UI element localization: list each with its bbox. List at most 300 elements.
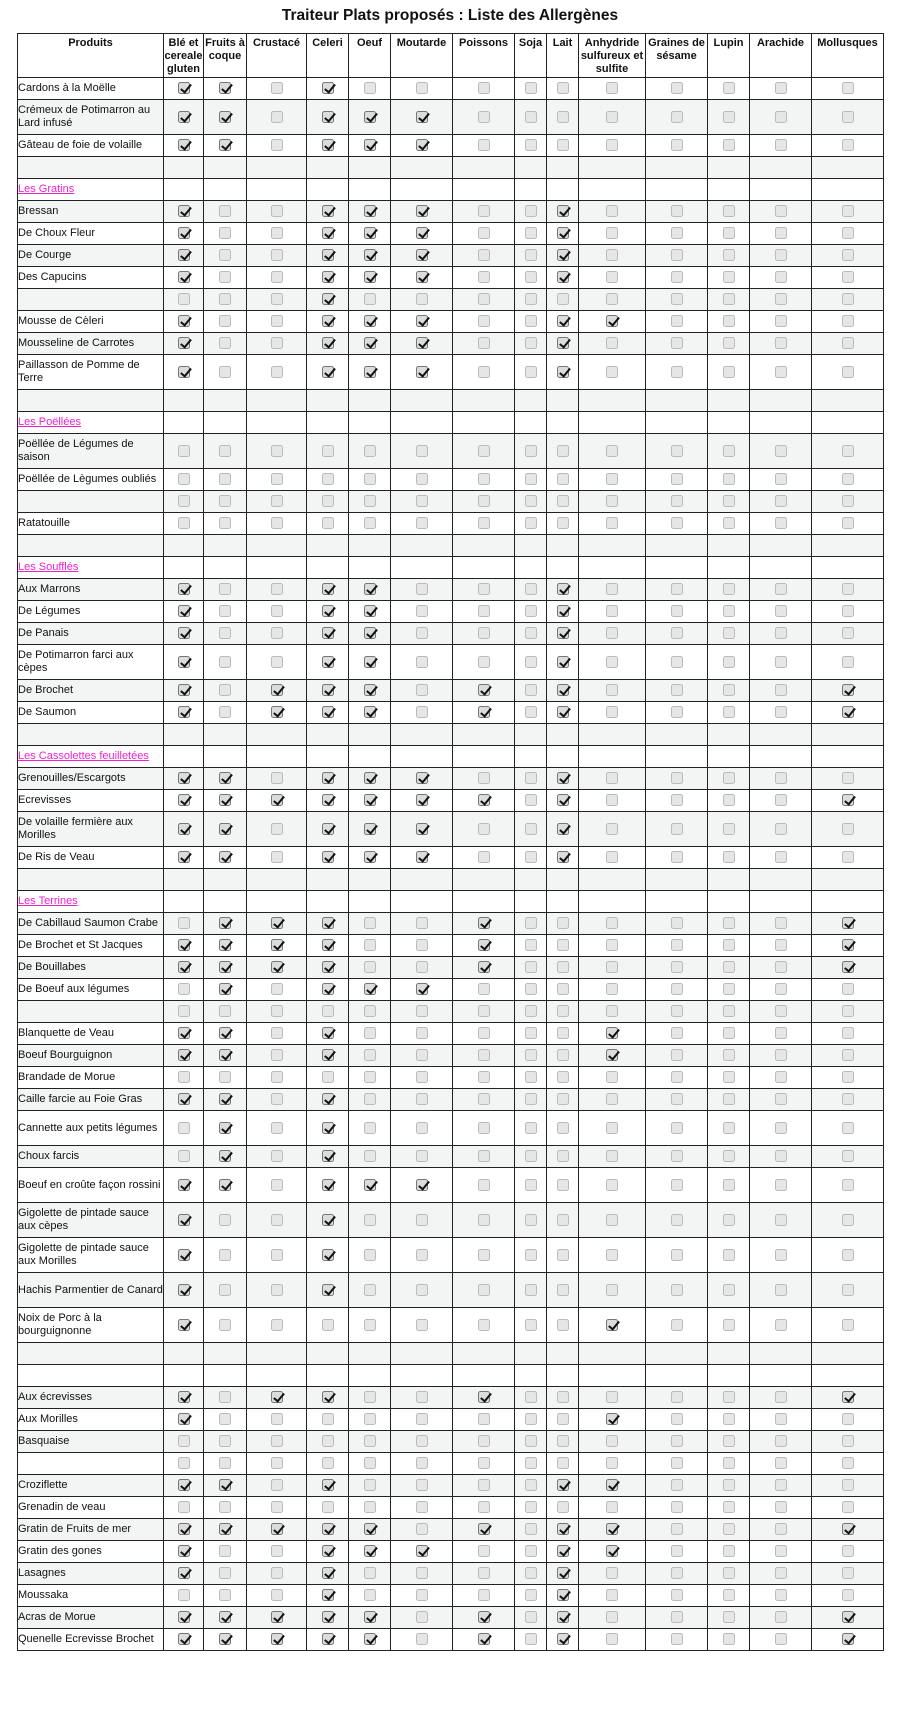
- unchecked-checkbox-icon[interactable]: [723, 917, 735, 929]
- unchecked-checkbox-icon[interactable]: [416, 656, 428, 668]
- unchecked-checkbox-icon[interactable]: [271, 823, 283, 835]
- unchecked-checkbox-icon[interactable]: [525, 1179, 537, 1191]
- unchecked-checkbox-icon[interactable]: [178, 517, 190, 529]
- checked-checkbox-icon[interactable]: [322, 772, 334, 784]
- unchecked-checkbox-icon[interactable]: [322, 1071, 334, 1083]
- unchecked-checkbox-icon[interactable]: [178, 1122, 190, 1134]
- unchecked-checkbox-icon[interactable]: [525, 205, 537, 217]
- unchecked-checkbox-icon[interactable]: [671, 772, 683, 784]
- unchecked-checkbox-icon[interactable]: [478, 366, 490, 378]
- unchecked-checkbox-icon[interactable]: [671, 337, 683, 349]
- unchecked-checkbox-icon[interactable]: [478, 111, 490, 123]
- unchecked-checkbox-icon[interactable]: [671, 1391, 683, 1403]
- unchecked-checkbox-icon[interactable]: [775, 917, 787, 929]
- checked-checkbox-icon[interactable]: [219, 983, 231, 995]
- unchecked-checkbox-icon[interactable]: [219, 337, 231, 349]
- unchecked-checkbox-icon[interactable]: [525, 1611, 537, 1623]
- unchecked-checkbox-icon[interactable]: [525, 315, 537, 327]
- unchecked-checkbox-icon[interactable]: [364, 1027, 376, 1039]
- checked-checkbox-icon[interactable]: [219, 823, 231, 835]
- unchecked-checkbox-icon[interactable]: [525, 1319, 537, 1331]
- unchecked-checkbox-icon[interactable]: [364, 1567, 376, 1579]
- unchecked-checkbox-icon[interactable]: [364, 1435, 376, 1447]
- unchecked-checkbox-icon[interactable]: [557, 983, 569, 995]
- checked-checkbox-icon[interactable]: [416, 772, 428, 784]
- unchecked-checkbox-icon[interactable]: [775, 205, 787, 217]
- checked-checkbox-icon[interactable]: [478, 794, 490, 806]
- checked-checkbox-icon[interactable]: [416, 366, 428, 378]
- checked-checkbox-icon[interactable]: [416, 794, 428, 806]
- unchecked-checkbox-icon[interactable]: [478, 139, 490, 151]
- checked-checkbox-icon[interactable]: [178, 111, 190, 123]
- unchecked-checkbox-icon[interactable]: [606, 227, 618, 239]
- unchecked-checkbox-icon[interactable]: [842, 1179, 854, 1191]
- checked-checkbox-icon[interactable]: [557, 271, 569, 283]
- unchecked-checkbox-icon[interactable]: [723, 939, 735, 951]
- unchecked-checkbox-icon[interactable]: [775, 517, 787, 529]
- unchecked-checkbox-icon[interactable]: [525, 337, 537, 349]
- unchecked-checkbox-icon[interactable]: [775, 1005, 787, 1017]
- unchecked-checkbox-icon[interactable]: [671, 1284, 683, 1296]
- unchecked-checkbox-icon[interactable]: [842, 1413, 854, 1425]
- unchecked-checkbox-icon[interactable]: [723, 249, 735, 261]
- unchecked-checkbox-icon[interactable]: [478, 1501, 490, 1513]
- unchecked-checkbox-icon[interactable]: [525, 1391, 537, 1403]
- unchecked-checkbox-icon[interactable]: [606, 445, 618, 457]
- unchecked-checkbox-icon[interactable]: [671, 1027, 683, 1039]
- unchecked-checkbox-icon[interactable]: [271, 1214, 283, 1226]
- unchecked-checkbox-icon[interactable]: [775, 337, 787, 349]
- unchecked-checkbox-icon[interactable]: [416, 1005, 428, 1017]
- unchecked-checkbox-icon[interactable]: [842, 205, 854, 217]
- unchecked-checkbox-icon[interactable]: [671, 111, 683, 123]
- checked-checkbox-icon[interactable]: [178, 205, 190, 217]
- unchecked-checkbox-icon[interactable]: [219, 445, 231, 457]
- checked-checkbox-icon[interactable]: [178, 1214, 190, 1226]
- checked-checkbox-icon[interactable]: [219, 1179, 231, 1191]
- checked-checkbox-icon[interactable]: [219, 961, 231, 973]
- unchecked-checkbox-icon[interactable]: [178, 445, 190, 457]
- unchecked-checkbox-icon[interactable]: [606, 1633, 618, 1645]
- unchecked-checkbox-icon[interactable]: [723, 961, 735, 973]
- unchecked-checkbox-icon[interactable]: [416, 706, 428, 718]
- unchecked-checkbox-icon[interactable]: [671, 851, 683, 863]
- unchecked-checkbox-icon[interactable]: [557, 1284, 569, 1296]
- unchecked-checkbox-icon[interactable]: [557, 1150, 569, 1162]
- unchecked-checkbox-icon[interactable]: [178, 1589, 190, 1601]
- unchecked-checkbox-icon[interactable]: [842, 473, 854, 485]
- checked-checkbox-icon[interactable]: [478, 961, 490, 973]
- unchecked-checkbox-icon[interactable]: [842, 1093, 854, 1105]
- unchecked-checkbox-icon[interactable]: [842, 772, 854, 784]
- unchecked-checkbox-icon[interactable]: [775, 82, 787, 94]
- unchecked-checkbox-icon[interactable]: [723, 1523, 735, 1535]
- unchecked-checkbox-icon[interactable]: [178, 293, 190, 305]
- checked-checkbox-icon[interactable]: [178, 961, 190, 973]
- unchecked-checkbox-icon[interactable]: [557, 1435, 569, 1447]
- unchecked-checkbox-icon[interactable]: [271, 1027, 283, 1039]
- checked-checkbox-icon[interactable]: [364, 605, 376, 617]
- checked-checkbox-icon[interactable]: [322, 794, 334, 806]
- unchecked-checkbox-icon[interactable]: [416, 495, 428, 507]
- unchecked-checkbox-icon[interactable]: [606, 794, 618, 806]
- checked-checkbox-icon[interactable]: [478, 1391, 490, 1403]
- checked-checkbox-icon[interactable]: [416, 139, 428, 151]
- unchecked-checkbox-icon[interactable]: [525, 917, 537, 929]
- unchecked-checkbox-icon[interactable]: [723, 337, 735, 349]
- unchecked-checkbox-icon[interactable]: [322, 1413, 334, 1425]
- checked-checkbox-icon[interactable]: [557, 205, 569, 217]
- unchecked-checkbox-icon[interactable]: [271, 605, 283, 617]
- checked-checkbox-icon[interactable]: [322, 1479, 334, 1491]
- unchecked-checkbox-icon[interactable]: [775, 1249, 787, 1261]
- unchecked-checkbox-icon[interactable]: [671, 1567, 683, 1579]
- checked-checkbox-icon[interactable]: [416, 337, 428, 349]
- unchecked-checkbox-icon[interactable]: [775, 772, 787, 784]
- unchecked-checkbox-icon[interactable]: [478, 1005, 490, 1017]
- checked-checkbox-icon[interactable]: [606, 1049, 618, 1061]
- checked-checkbox-icon[interactable]: [178, 1479, 190, 1491]
- unchecked-checkbox-icon[interactable]: [775, 445, 787, 457]
- checked-checkbox-icon[interactable]: [364, 794, 376, 806]
- checked-checkbox-icon[interactable]: [478, 684, 490, 696]
- unchecked-checkbox-icon[interactable]: [478, 495, 490, 507]
- unchecked-checkbox-icon[interactable]: [671, 139, 683, 151]
- unchecked-checkbox-icon[interactable]: [478, 656, 490, 668]
- unchecked-checkbox-icon[interactable]: [219, 1413, 231, 1425]
- checked-checkbox-icon[interactable]: [416, 315, 428, 327]
- unchecked-checkbox-icon[interactable]: [723, 823, 735, 835]
- unchecked-checkbox-icon[interactable]: [416, 1249, 428, 1261]
- unchecked-checkbox-icon[interactable]: [525, 794, 537, 806]
- checked-checkbox-icon[interactable]: [606, 1319, 618, 1331]
- unchecked-checkbox-icon[interactable]: [525, 111, 537, 123]
- unchecked-checkbox-icon[interactable]: [723, 627, 735, 639]
- checked-checkbox-icon[interactable]: [178, 851, 190, 863]
- unchecked-checkbox-icon[interactable]: [416, 1479, 428, 1491]
- unchecked-checkbox-icon[interactable]: [364, 1214, 376, 1226]
- unchecked-checkbox-icon[interactable]: [723, 1049, 735, 1061]
- unchecked-checkbox-icon[interactable]: [606, 1249, 618, 1261]
- unchecked-checkbox-icon[interactable]: [723, 315, 735, 327]
- unchecked-checkbox-icon[interactable]: [775, 1567, 787, 1579]
- unchecked-checkbox-icon[interactable]: [525, 517, 537, 529]
- unchecked-checkbox-icon[interactable]: [842, 627, 854, 639]
- checked-checkbox-icon[interactable]: [416, 111, 428, 123]
- unchecked-checkbox-icon[interactable]: [416, 1027, 428, 1039]
- checked-checkbox-icon[interactable]: [178, 271, 190, 283]
- checked-checkbox-icon[interactable]: [557, 706, 569, 718]
- unchecked-checkbox-icon[interactable]: [842, 445, 854, 457]
- unchecked-checkbox-icon[interactable]: [671, 517, 683, 529]
- checked-checkbox-icon[interactable]: [322, 917, 334, 929]
- checked-checkbox-icon[interactable]: [364, 823, 376, 835]
- unchecked-checkbox-icon[interactable]: [671, 1413, 683, 1425]
- unchecked-checkbox-icon[interactable]: [775, 1435, 787, 1447]
- unchecked-checkbox-icon[interactable]: [525, 605, 537, 617]
- unchecked-checkbox-icon[interactable]: [775, 139, 787, 151]
- checked-checkbox-icon[interactable]: [219, 939, 231, 951]
- unchecked-checkbox-icon[interactable]: [525, 1479, 537, 1491]
- checked-checkbox-icon[interactable]: [271, 917, 283, 929]
- checked-checkbox-icon[interactable]: [478, 917, 490, 929]
- unchecked-checkbox-icon[interactable]: [557, 1122, 569, 1134]
- checked-checkbox-icon[interactable]: [322, 583, 334, 595]
- unchecked-checkbox-icon[interactable]: [723, 82, 735, 94]
- unchecked-checkbox-icon[interactable]: [671, 1049, 683, 1061]
- unchecked-checkbox-icon[interactable]: [271, 1545, 283, 1557]
- unchecked-checkbox-icon[interactable]: [271, 1413, 283, 1425]
- unchecked-checkbox-icon[interactable]: [606, 293, 618, 305]
- unchecked-checkbox-icon[interactable]: [775, 823, 787, 835]
- unchecked-checkbox-icon[interactable]: [525, 706, 537, 718]
- unchecked-checkbox-icon[interactable]: [178, 917, 190, 929]
- checked-checkbox-icon[interactable]: [271, 794, 283, 806]
- unchecked-checkbox-icon[interactable]: [775, 111, 787, 123]
- checked-checkbox-icon[interactable]: [364, 139, 376, 151]
- unchecked-checkbox-icon[interactable]: [723, 1567, 735, 1579]
- unchecked-checkbox-icon[interactable]: [557, 939, 569, 951]
- unchecked-checkbox-icon[interactable]: [723, 1589, 735, 1601]
- checked-checkbox-icon[interactable]: [322, 1214, 334, 1226]
- checked-checkbox-icon[interactable]: [606, 1523, 618, 1535]
- unchecked-checkbox-icon[interactable]: [525, 271, 537, 283]
- checked-checkbox-icon[interactable]: [416, 271, 428, 283]
- checked-checkbox-icon[interactable]: [606, 1027, 618, 1039]
- unchecked-checkbox-icon[interactable]: [219, 583, 231, 595]
- unchecked-checkbox-icon[interactable]: [606, 473, 618, 485]
- unchecked-checkbox-icon[interactable]: [723, 794, 735, 806]
- checked-checkbox-icon[interactable]: [178, 823, 190, 835]
- unchecked-checkbox-icon[interactable]: [775, 1027, 787, 1039]
- checked-checkbox-icon[interactable]: [322, 1027, 334, 1039]
- unchecked-checkbox-icon[interactable]: [775, 1179, 787, 1191]
- unchecked-checkbox-icon[interactable]: [271, 205, 283, 217]
- unchecked-checkbox-icon[interactable]: [557, 917, 569, 929]
- unchecked-checkbox-icon[interactable]: [606, 851, 618, 863]
- checked-checkbox-icon[interactable]: [364, 1179, 376, 1191]
- unchecked-checkbox-icon[interactable]: [525, 1122, 537, 1134]
- unchecked-checkbox-icon[interactable]: [416, 605, 428, 617]
- checked-checkbox-icon[interactable]: [178, 939, 190, 951]
- unchecked-checkbox-icon[interactable]: [775, 1319, 787, 1331]
- unchecked-checkbox-icon[interactable]: [364, 1122, 376, 1134]
- unchecked-checkbox-icon[interactable]: [525, 627, 537, 639]
- checked-checkbox-icon[interactable]: [364, 983, 376, 995]
- unchecked-checkbox-icon[interactable]: [842, 1567, 854, 1579]
- checked-checkbox-icon[interactable]: [322, 851, 334, 863]
- unchecked-checkbox-icon[interactable]: [842, 271, 854, 283]
- unchecked-checkbox-icon[interactable]: [478, 1413, 490, 1425]
- unchecked-checkbox-icon[interactable]: [525, 656, 537, 668]
- unchecked-checkbox-icon[interactable]: [219, 1435, 231, 1447]
- unchecked-checkbox-icon[interactable]: [525, 1284, 537, 1296]
- unchecked-checkbox-icon[interactable]: [322, 1319, 334, 1331]
- checked-checkbox-icon[interactable]: [219, 139, 231, 151]
- checked-checkbox-icon[interactable]: [219, 1122, 231, 1134]
- unchecked-checkbox-icon[interactable]: [842, 249, 854, 261]
- checked-checkbox-icon[interactable]: [322, 227, 334, 239]
- unchecked-checkbox-icon[interactable]: [775, 1122, 787, 1134]
- checked-checkbox-icon[interactable]: [322, 1179, 334, 1191]
- unchecked-checkbox-icon[interactable]: [723, 1150, 735, 1162]
- unchecked-checkbox-icon[interactable]: [478, 315, 490, 327]
- unchecked-checkbox-icon[interactable]: [219, 1567, 231, 1579]
- unchecked-checkbox-icon[interactable]: [219, 1589, 231, 1601]
- unchecked-checkbox-icon[interactable]: [606, 1179, 618, 1191]
- checked-checkbox-icon[interactable]: [364, 111, 376, 123]
- checked-checkbox-icon[interactable]: [557, 249, 569, 261]
- unchecked-checkbox-icon[interactable]: [219, 605, 231, 617]
- unchecked-checkbox-icon[interactable]: [478, 1457, 490, 1469]
- unchecked-checkbox-icon[interactable]: [671, 315, 683, 327]
- unchecked-checkbox-icon[interactable]: [842, 227, 854, 239]
- unchecked-checkbox-icon[interactable]: [671, 205, 683, 217]
- unchecked-checkbox-icon[interactable]: [478, 1567, 490, 1579]
- unchecked-checkbox-icon[interactable]: [525, 1150, 537, 1162]
- unchecked-checkbox-icon[interactable]: [478, 205, 490, 217]
- unchecked-checkbox-icon[interactable]: [606, 366, 618, 378]
- unchecked-checkbox-icon[interactable]: [671, 1005, 683, 1017]
- unchecked-checkbox-icon[interactable]: [525, 1545, 537, 1557]
- checked-checkbox-icon[interactable]: [219, 851, 231, 863]
- unchecked-checkbox-icon[interactable]: [842, 1049, 854, 1061]
- unchecked-checkbox-icon[interactable]: [478, 1179, 490, 1191]
- unchecked-checkbox-icon[interactable]: [723, 1214, 735, 1226]
- unchecked-checkbox-icon[interactable]: [364, 1150, 376, 1162]
- unchecked-checkbox-icon[interactable]: [775, 473, 787, 485]
- checked-checkbox-icon[interactable]: [271, 939, 283, 951]
- unchecked-checkbox-icon[interactable]: [322, 1501, 334, 1513]
- checked-checkbox-icon[interactable]: [322, 961, 334, 973]
- checked-checkbox-icon[interactable]: [364, 684, 376, 696]
- unchecked-checkbox-icon[interactable]: [606, 1093, 618, 1105]
- unchecked-checkbox-icon[interactable]: [178, 1501, 190, 1513]
- checked-checkbox-icon[interactable]: [322, 1049, 334, 1061]
- unchecked-checkbox-icon[interactable]: [723, 851, 735, 863]
- unchecked-checkbox-icon[interactable]: [271, 627, 283, 639]
- checked-checkbox-icon[interactable]: [842, 1523, 854, 1535]
- unchecked-checkbox-icon[interactable]: [723, 1122, 735, 1134]
- unchecked-checkbox-icon[interactable]: [364, 1391, 376, 1403]
- unchecked-checkbox-icon[interactable]: [322, 445, 334, 457]
- checked-checkbox-icon[interactable]: [557, 794, 569, 806]
- unchecked-checkbox-icon[interactable]: [671, 583, 683, 595]
- checked-checkbox-icon[interactable]: [416, 205, 428, 217]
- unchecked-checkbox-icon[interactable]: [525, 1071, 537, 1083]
- unchecked-checkbox-icon[interactable]: [525, 249, 537, 261]
- unchecked-checkbox-icon[interactable]: [478, 517, 490, 529]
- unchecked-checkbox-icon[interactable]: [775, 495, 787, 507]
- unchecked-checkbox-icon[interactable]: [478, 983, 490, 995]
- unchecked-checkbox-icon[interactable]: [557, 473, 569, 485]
- unchecked-checkbox-icon[interactable]: [271, 315, 283, 327]
- checked-checkbox-icon[interactable]: [322, 1093, 334, 1105]
- unchecked-checkbox-icon[interactable]: [525, 772, 537, 784]
- checked-checkbox-icon[interactable]: [557, 627, 569, 639]
- unchecked-checkbox-icon[interactable]: [416, 1122, 428, 1134]
- checked-checkbox-icon[interactable]: [364, 583, 376, 595]
- unchecked-checkbox-icon[interactable]: [178, 1457, 190, 1469]
- checked-checkbox-icon[interactable]: [271, 684, 283, 696]
- checked-checkbox-icon[interactable]: [178, 366, 190, 378]
- checked-checkbox-icon[interactable]: [178, 139, 190, 151]
- unchecked-checkbox-icon[interactable]: [416, 517, 428, 529]
- unchecked-checkbox-icon[interactable]: [606, 627, 618, 639]
- unchecked-checkbox-icon[interactable]: [178, 1005, 190, 1017]
- checked-checkbox-icon[interactable]: [178, 684, 190, 696]
- checked-checkbox-icon[interactable]: [364, 271, 376, 283]
- checked-checkbox-icon[interactable]: [178, 1523, 190, 1535]
- unchecked-checkbox-icon[interactable]: [842, 1071, 854, 1083]
- unchecked-checkbox-icon[interactable]: [416, 939, 428, 951]
- unchecked-checkbox-icon[interactable]: [416, 1589, 428, 1601]
- checked-checkbox-icon[interactable]: [322, 111, 334, 123]
- unchecked-checkbox-icon[interactable]: [842, 1027, 854, 1039]
- checked-checkbox-icon[interactable]: [178, 1611, 190, 1623]
- checked-checkbox-icon[interactable]: [178, 1319, 190, 1331]
- checked-checkbox-icon[interactable]: [219, 1150, 231, 1162]
- unchecked-checkbox-icon[interactable]: [671, 1589, 683, 1601]
- unchecked-checkbox-icon[interactable]: [842, 656, 854, 668]
- unchecked-checkbox-icon[interactable]: [723, 583, 735, 595]
- checked-checkbox-icon[interactable]: [364, 627, 376, 639]
- unchecked-checkbox-icon[interactable]: [557, 1391, 569, 1403]
- checked-checkbox-icon[interactable]: [416, 823, 428, 835]
- unchecked-checkbox-icon[interactable]: [322, 473, 334, 485]
- unchecked-checkbox-icon[interactable]: [842, 823, 854, 835]
- unchecked-checkbox-icon[interactable]: [723, 271, 735, 283]
- checked-checkbox-icon[interactable]: [842, 939, 854, 951]
- unchecked-checkbox-icon[interactable]: [842, 583, 854, 595]
- unchecked-checkbox-icon[interactable]: [364, 1093, 376, 1105]
- unchecked-checkbox-icon[interactable]: [723, 1633, 735, 1645]
- checked-checkbox-icon[interactable]: [178, 605, 190, 617]
- checked-checkbox-icon[interactable]: [178, 249, 190, 261]
- unchecked-checkbox-icon[interactable]: [842, 495, 854, 507]
- unchecked-checkbox-icon[interactable]: [416, 1457, 428, 1469]
- checked-checkbox-icon[interactable]: [178, 1567, 190, 1579]
- unchecked-checkbox-icon[interactable]: [723, 1457, 735, 1469]
- unchecked-checkbox-icon[interactable]: [525, 366, 537, 378]
- unchecked-checkbox-icon[interactable]: [478, 583, 490, 595]
- unchecked-checkbox-icon[interactable]: [271, 1071, 283, 1083]
- checked-checkbox-icon[interactable]: [322, 939, 334, 951]
- unchecked-checkbox-icon[interactable]: [671, 1611, 683, 1623]
- unchecked-checkbox-icon[interactable]: [219, 473, 231, 485]
- unchecked-checkbox-icon[interactable]: [775, 1391, 787, 1403]
- unchecked-checkbox-icon[interactable]: [775, 1071, 787, 1083]
- unchecked-checkbox-icon[interactable]: [219, 1501, 231, 1513]
- unchecked-checkbox-icon[interactable]: [606, 1150, 618, 1162]
- unchecked-checkbox-icon[interactable]: [525, 82, 537, 94]
- unchecked-checkbox-icon[interactable]: [723, 1179, 735, 1191]
- checked-checkbox-icon[interactable]: [557, 772, 569, 784]
- unchecked-checkbox-icon[interactable]: [364, 1501, 376, 1513]
- unchecked-checkbox-icon[interactable]: [842, 366, 854, 378]
- unchecked-checkbox-icon[interactable]: [219, 293, 231, 305]
- unchecked-checkbox-icon[interactable]: [364, 445, 376, 457]
- unchecked-checkbox-icon[interactable]: [271, 227, 283, 239]
- unchecked-checkbox-icon[interactable]: [671, 1479, 683, 1491]
- checked-checkbox-icon[interactable]: [322, 823, 334, 835]
- unchecked-checkbox-icon[interactable]: [525, 583, 537, 595]
- unchecked-checkbox-icon[interactable]: [775, 939, 787, 951]
- unchecked-checkbox-icon[interactable]: [671, 227, 683, 239]
- unchecked-checkbox-icon[interactable]: [723, 205, 735, 217]
- unchecked-checkbox-icon[interactable]: [322, 495, 334, 507]
- checked-checkbox-icon[interactable]: [557, 1479, 569, 1491]
